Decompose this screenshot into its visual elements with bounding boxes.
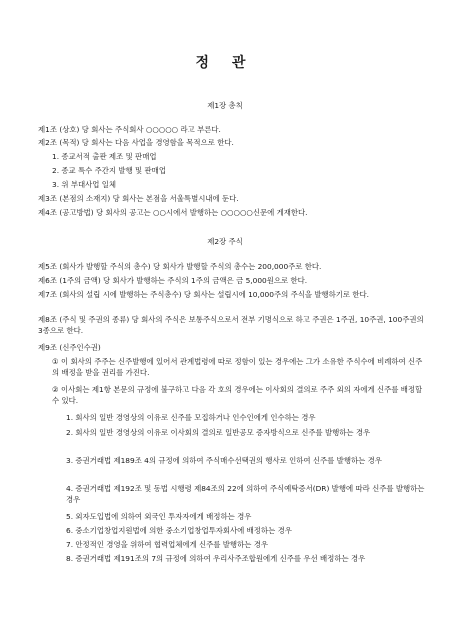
article-7: 제7조 (회사의 설립 시에 발행하는 주식총수) 당 회사는 설립시에 10,000주의 주식을 발행하기로 한다. bbox=[38, 290, 370, 299]
article-8: 제8조 (주식 및 주권의 종류) 당 회사의 주식은 보통주식으로서 전부 기명식으로 하고 주권은 1주권, 10주권, 100주권의 3종으로 한다. bbox=[38, 315, 424, 335]
article-9-subitem-3: 3. 증권거래법 제189조 4의 규정에 의하여 주식매수선택권의 행사로 인하여 신주를 발행하는 경우 bbox=[66, 456, 382, 465]
chapter-2-heading: 제2장 주식 bbox=[207, 237, 243, 246]
article-2: 제2조 (목적) 당 회사는 다음 사업을 경영함을 목적으로 한다. bbox=[38, 138, 234, 147]
article-9-subitem-4: 4. 증권거래법 제192조 및 동법 시행령 제84조의 22에 의하여 주식예탁증서(DR) 발행에 따라 신주를 발행하는 경우 bbox=[66, 484, 425, 504]
article-2-item-2: 2. 종교 특수 주간지 발행 및 판매업 bbox=[52, 166, 166, 175]
article-2-item-3: 3. 위 부대사업 일체 bbox=[52, 180, 117, 189]
article-3: 제3조 (본점의 소재지) 당 회사는 본점을 서울특별시내에 둔다. bbox=[38, 194, 239, 203]
chapter-1-heading: 제1장 총칙 bbox=[207, 101, 243, 110]
document-title: 정 관 bbox=[195, 55, 255, 71]
article-2-item-1: 1. 종교서적 출판 제조 및 판매업 bbox=[52, 152, 157, 161]
article-5: 제5조 (회사가 발행할 주식의 총수) 당 회사가 발행할 주식의 총수는 200,000주로 한다. bbox=[38, 262, 322, 271]
article-9-subitem-1: 1. 회사의 일반 경영상의 이유로 신주를 모집하거나 인수인에게 인수하는 경우 bbox=[66, 413, 316, 422]
article-4: 제4조 (공고방법) 당 회사의 공고는 ○○시에서 발행하는 ○○○○○신문에 게재한다. bbox=[38, 208, 308, 217]
article-9-clause-1: ① 이 회사의 주주는 신주발행에 있어서 관계법령에 따로 정함이 있는 경우에는 그가 소유한 주식수에 비례하여 신주의 배정을 받을 권리를 가진다. bbox=[52, 357, 423, 377]
article-1: 제1조 (상호) 당 회사는 주식회사 ○○○○○ 라고 부른다. bbox=[38, 125, 221, 134]
article-9-subitem-5: 5. 외자도입법에 의하여 외국인 투자자에게 배정하는 경우 bbox=[66, 512, 252, 521]
article-9: 제9조 (신주인수권) bbox=[38, 343, 101, 352]
article-9-subitem-2: 2. 회사의 일반 경영상의 이유로 이사회의 결의로 일반공모 증자방식으로 신주를 발행하는 경우 bbox=[66, 428, 371, 437]
article-9-clause-2: ② 이사회는 제1항 본문의 규정에 불구하고 다음 각 호의 경우에는 이사회의 결의로 주주 외의 자에게 신주를 배정할 수 있다. bbox=[52, 385, 423, 405]
article-9-subitem-6: 6. 중소기업창업지원법에 의한 중소기업창업투자회사에 배정하는 경우 bbox=[66, 526, 292, 535]
article-9-subitem-7: 7. 안정적인 경영을 위하여 협력업체에게 신주를 발행하는 경우 bbox=[66, 540, 268, 549]
article-9-subitem-8: 8. 증권거래법 제191조의 7의 규정에 의하여 우리사주조합원에게 신주를 우선 배정하는 경우 bbox=[66, 554, 366, 563]
article-6: 제6조 (1주의 금액) 당 회사가 발행하는 주식의 1주의 금액은 금 5,000원으로 한다. bbox=[38, 276, 308, 285]
